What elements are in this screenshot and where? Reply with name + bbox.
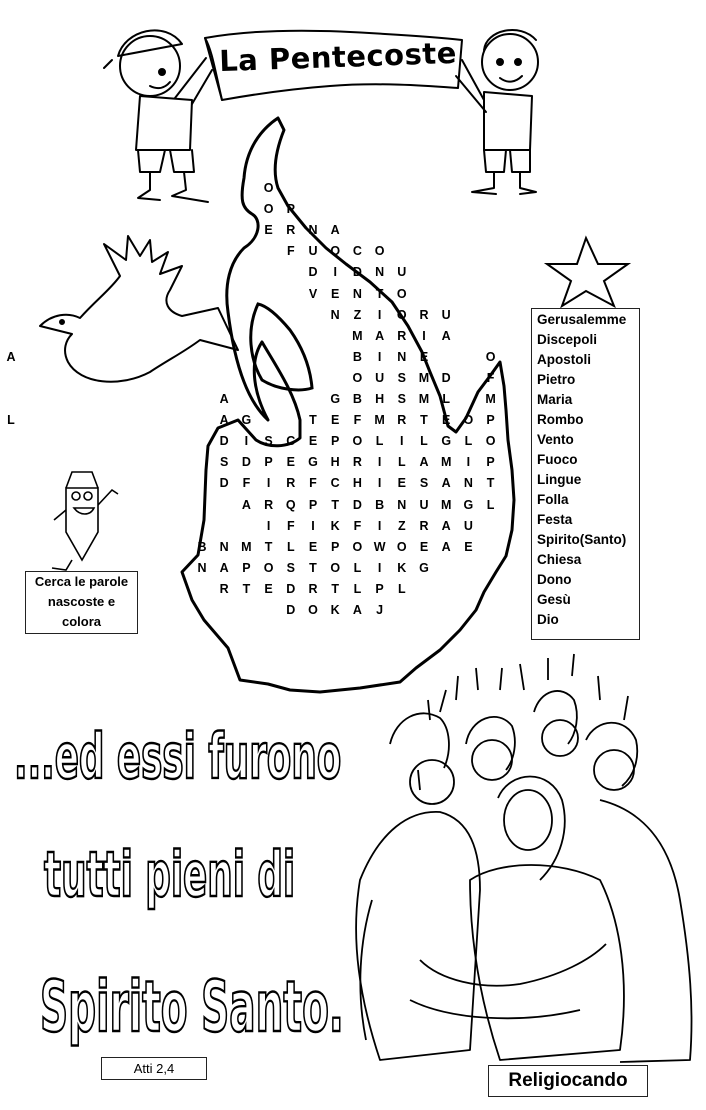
instructions-box — [25, 571, 138, 634]
word-list-item: Vento — [537, 432, 574, 447]
reference-label: Atti 2,4 — [101, 1057, 207, 1080]
grid-letter[interactable]: E — [308, 539, 318, 554]
grid-letter[interactable]: A — [330, 223, 340, 238]
grid-letter[interactable]: N — [463, 476, 473, 491]
word-list-item: Chiesa — [537, 552, 582, 567]
dove-icon — [40, 236, 238, 382]
grid-letter[interactable]: L — [397, 581, 406, 596]
grid-letter[interactable]: O — [396, 539, 407, 554]
grid-letter[interactable]: E — [419, 539, 429, 554]
grid-letter[interactable]: R — [308, 581, 318, 596]
grid-letter[interactable]: A — [6, 349, 16, 364]
grid-letter[interactable]: O — [308, 603, 318, 617]
grid-letter[interactable]: T — [420, 413, 428, 428]
grid-letter[interactable]: R — [419, 518, 429, 533]
word-list-item: Apostoli — [537, 352, 591, 367]
grid-letter[interactable]: M — [418, 370, 430, 385]
grid-letter[interactable]: O — [263, 181, 274, 195]
grid-letter[interactable]: L — [464, 434, 473, 449]
grid-letter[interactable]: S — [264, 434, 273, 449]
grid-letter[interactable]: O — [396, 307, 407, 322]
grid-letter[interactable]: S — [220, 455, 229, 470]
word-list-item: Festa — [537, 512, 573, 527]
grid-letter[interactable]: M — [440, 455, 452, 470]
grid-letter[interactable]: U — [308, 244, 318, 259]
grid-letter[interactable]: Z — [397, 518, 406, 533]
grid-letter[interactable]: T — [242, 581, 251, 596]
grid-letter[interactable]: D — [241, 455, 251, 470]
grid-letter[interactable]: H — [352, 476, 362, 491]
grid-letter[interactable]: E — [331, 286, 340, 301]
grid-letter[interactable]: E — [264, 581, 273, 596]
grid-letter[interactable]: T — [331, 581, 339, 596]
grid-letter[interactable]: F — [353, 413, 362, 428]
grid-letter[interactable]: R — [264, 497, 274, 512]
grid-letter[interactable]: D — [219, 434, 229, 449]
quote-line-2: tutti pieni di — [44, 838, 296, 911]
word-list-item: Fuoco — [537, 452, 578, 467]
page-title: La Pentecoste — [218, 35, 458, 79]
grid-letter[interactable]: I — [377, 455, 382, 470]
grid-letter[interactable]: G — [441, 434, 452, 449]
grid-letter[interactable]: E — [464, 539, 473, 554]
grid-letter[interactable]: U — [397, 265, 407, 280]
grid-letter[interactable]: D — [441, 370, 451, 385]
grid-letter[interactable]: I — [377, 349, 382, 364]
grid-letter[interactable]: A — [419, 455, 429, 470]
grid-letter[interactable]: A — [441, 476, 451, 491]
word-list-item: Gerusalemme — [537, 312, 627, 327]
grid-letter[interactable]: F — [486, 370, 495, 385]
word-list-item: Maria — [537, 392, 573, 407]
grid-letter[interactable]: O — [330, 244, 341, 259]
grid-letter[interactable]: R — [286, 476, 296, 491]
grid-letter[interactable]: T — [309, 413, 317, 428]
grid-letter[interactable]: L — [442, 392, 450, 406]
grid-letter[interactable]: O — [485, 349, 496, 364]
word-list-item: Gesù — [537, 592, 571, 607]
grid-letter[interactable]: P — [286, 202, 295, 217]
grid-letter[interactable]: I — [466, 455, 471, 470]
grid-letter[interactable]: R — [419, 307, 429, 322]
grid-letter[interactable]: I — [377, 476, 382, 491]
grid-letter[interactable]: I — [244, 434, 249, 449]
grid-letter[interactable]: L — [375, 434, 384, 449]
grid-letter[interactable]: A — [219, 392, 229, 406]
grid-letter[interactable]: A — [441, 539, 451, 554]
grid-letter[interactable]: F — [286, 518, 295, 533]
grid-letter[interactable]: N — [219, 539, 229, 554]
grid-letter[interactable]: B — [197, 539, 207, 554]
grid-letter[interactable]: A — [219, 413, 229, 428]
grid-letter[interactable]: N — [352, 286, 362, 301]
grid-letter[interactable]: E — [308, 434, 318, 449]
pencil-mascot-icon — [52, 472, 118, 570]
grid-letter[interactable]: L — [286, 539, 295, 554]
grid-letter[interactable]: R — [397, 328, 407, 343]
grid-letter[interactable]: P — [331, 434, 340, 449]
grid-letter[interactable]: E — [397, 476, 406, 491]
grid-letter[interactable]: O — [263, 202, 274, 217]
grid-letter[interactable]: G — [308, 455, 318, 470]
grid-letter[interactable]: U — [463, 518, 473, 533]
grid-letter[interactable]: I — [333, 265, 337, 280]
grid-letter[interactable]: A — [375, 328, 385, 343]
grid-letter[interactable]: E — [286, 455, 295, 470]
grid-letter[interactable]: F — [286, 244, 295, 259]
grid-letter[interactable]: E — [264, 223, 273, 238]
grid-letter[interactable]: A — [241, 497, 251, 512]
grid-letter[interactable]: O — [374, 244, 385, 259]
grid-letter[interactable]: G — [330, 392, 341, 406]
grid-letter[interactable]: G — [419, 560, 429, 575]
grid-letter[interactable]: J — [376, 603, 384, 617]
grid-letter[interactable]: N — [375, 265, 385, 280]
grid-letter[interactable]: G — [241, 413, 252, 428]
grid-letter[interactable]: U — [419, 497, 429, 512]
grid-letter[interactable]: T — [264, 539, 273, 554]
grid-letter[interactable]: M — [418, 392, 430, 406]
word-list — [531, 308, 640, 640]
grid-letter[interactable]: M — [374, 413, 385, 428]
grid-letter[interactable]: E — [419, 349, 429, 364]
grid-letter[interactable]: C — [286, 434, 296, 449]
word-list-item: Lingue — [537, 472, 582, 487]
grid-letter[interactable]: B — [375, 497, 385, 512]
grid-letter[interactable]: U — [441, 307, 451, 322]
grid-letter[interactable]: N — [330, 307, 340, 322]
word-list-item: Dio — [537, 612, 559, 627]
grid-letter[interactable]: A — [352, 603, 362, 617]
grid-letter[interactable]: T — [375, 286, 384, 301]
word-list-item: Discepoli — [537, 332, 598, 347]
quote-line-1: ...ed essi furono — [14, 720, 342, 793]
quote-line-3: Spirito Santo. — [40, 966, 344, 1048]
apostles-illustration-icon — [356, 654, 691, 1062]
grid-letter[interactable]: H — [330, 455, 340, 470]
grid-letter[interactable]: O — [263, 560, 274, 575]
grid-letter[interactable]: Q — [285, 497, 296, 512]
grid-letter[interactable]: S — [419, 476, 429, 491]
grid-letter[interactable]: O — [396, 286, 407, 301]
grid-letter[interactable]: M — [440, 497, 452, 512]
grid-letter[interactable]: O — [485, 434, 496, 449]
grid-letter[interactable]: I — [377, 307, 382, 322]
grid-letter[interactable]: B — [352, 392, 362, 406]
word-list-item: Pietro — [537, 372, 576, 387]
grid-letter[interactable]: T — [331, 497, 339, 512]
grid-letter[interactable]: V — [308, 286, 318, 301]
grid-letter[interactable]: P — [308, 497, 318, 512]
grid-letter[interactable]: D — [352, 497, 362, 512]
grid-letter[interactable]: I — [311, 518, 315, 533]
grid-letter[interactable]: N — [397, 349, 407, 364]
grid-letter[interactable]: L — [420, 434, 428, 449]
grid-letter[interactable]: O — [352, 370, 363, 385]
word-list-item: Dono — [537, 572, 572, 587]
grid-letter[interactable]: E — [442, 413, 451, 428]
grid-letter[interactable]: D — [286, 581, 296, 596]
grid-letter[interactable]: L — [397, 455, 406, 470]
grid-letter[interactable]: D — [286, 603, 296, 617]
grid-letter[interactable]: O — [463, 413, 474, 428]
grid-letter[interactable]: R — [352, 455, 362, 470]
instructions-line: Cerca le parole — [34, 574, 129, 589]
grid-letter[interactable]: F — [242, 476, 251, 491]
grid-letter[interactable]: N — [397, 497, 407, 512]
instructions-line: nascoste e — [47, 594, 116, 609]
grid-letter[interactable]: O — [352, 539, 363, 554]
grid-letter[interactable]: P — [242, 560, 251, 575]
grid-letter[interactable]: K — [330, 603, 340, 617]
brand-label: Religiocando — [488, 1065, 648, 1097]
grid-letter[interactable]: S — [397, 370, 406, 385]
star-icon — [547, 238, 628, 306]
grid-letter[interactable]: E — [331, 413, 340, 428]
grid-letter[interactable]: D — [219, 476, 229, 491]
grid-letter[interactable]: M — [485, 392, 496, 406]
grid-letter[interactable]: P — [331, 539, 340, 554]
grid-letter[interactable]: K — [397, 560, 407, 575]
grid-letter[interactable]: K — [330, 518, 340, 533]
grid-letter[interactable]: P — [375, 581, 384, 596]
grid-letter[interactable]: W — [373, 539, 386, 554]
grid-letter[interactable]: N — [308, 223, 318, 238]
grid-letter[interactable]: I — [377, 518, 382, 533]
grid-letter[interactable]: C — [352, 244, 362, 259]
grid-letter[interactable]: D — [352, 265, 362, 280]
grid-letter[interactable]: P — [264, 455, 273, 470]
grid-letter[interactable]: A — [441, 328, 451, 343]
word-list-item: Folla — [537, 492, 569, 507]
grid-letter[interactable]: A — [219, 560, 229, 575]
grid-letter[interactable]: P — [486, 413, 495, 428]
grid-letter[interactable]: I — [422, 328, 426, 343]
grid-letter[interactable]: C — [330, 476, 340, 491]
grid-letter[interactable]: D — [308, 265, 318, 280]
grid-letter[interactable]: T — [486, 476, 495, 491]
grid-letter[interactable]: I — [266, 476, 271, 491]
grid-letter[interactable]: L — [486, 497, 495, 512]
word-list-item: Spirito(Santo) — [537, 532, 627, 547]
grid-letter[interactable]: G — [463, 497, 474, 512]
grid-letter[interactable]: I — [400, 434, 404, 449]
instructions-line: colora — [61, 614, 101, 629]
grid-letter[interactable]: H — [375, 392, 385, 406]
grid-letter[interactable]: I — [266, 518, 271, 533]
grid-letter[interactable]: O — [352, 434, 363, 449]
grid-letter[interactable]: F — [353, 518, 362, 533]
grid-letter[interactable]: P — [486, 455, 495, 470]
grid-letter[interactable]: Z — [353, 307, 362, 322]
grid-letter[interactable]: N — [197, 560, 207, 575]
grid-letter[interactable]: B — [352, 349, 362, 364]
word-list-item: Rombo — [537, 412, 584, 427]
grid-letter[interactable]: R — [397, 413, 407, 428]
grid-letter[interactable]: M — [241, 539, 252, 554]
grid-letter[interactable]: F — [309, 476, 317, 491]
grid-letter[interactable]: L — [7, 413, 15, 428]
grid-letter[interactable]: S — [286, 560, 295, 575]
grid-letter[interactable]: L — [353, 581, 362, 596]
grid-letter[interactable]: L — [353, 560, 362, 575]
grid-letter[interactable]: A — [441, 518, 451, 533]
grid-letter[interactable]: T — [309, 560, 317, 575]
grid-letter[interactable]: S — [397, 392, 406, 406]
grid-letter[interactable]: R — [286, 223, 296, 238]
grid-letter[interactable]: O — [330, 560, 341, 575]
grid-letter[interactable]: R — [219, 581, 229, 596]
grid-letter[interactable]: U — [375, 370, 385, 385]
grid-letter[interactable]: M — [352, 328, 363, 343]
grid-letter[interactable]: I — [377, 560, 382, 575]
